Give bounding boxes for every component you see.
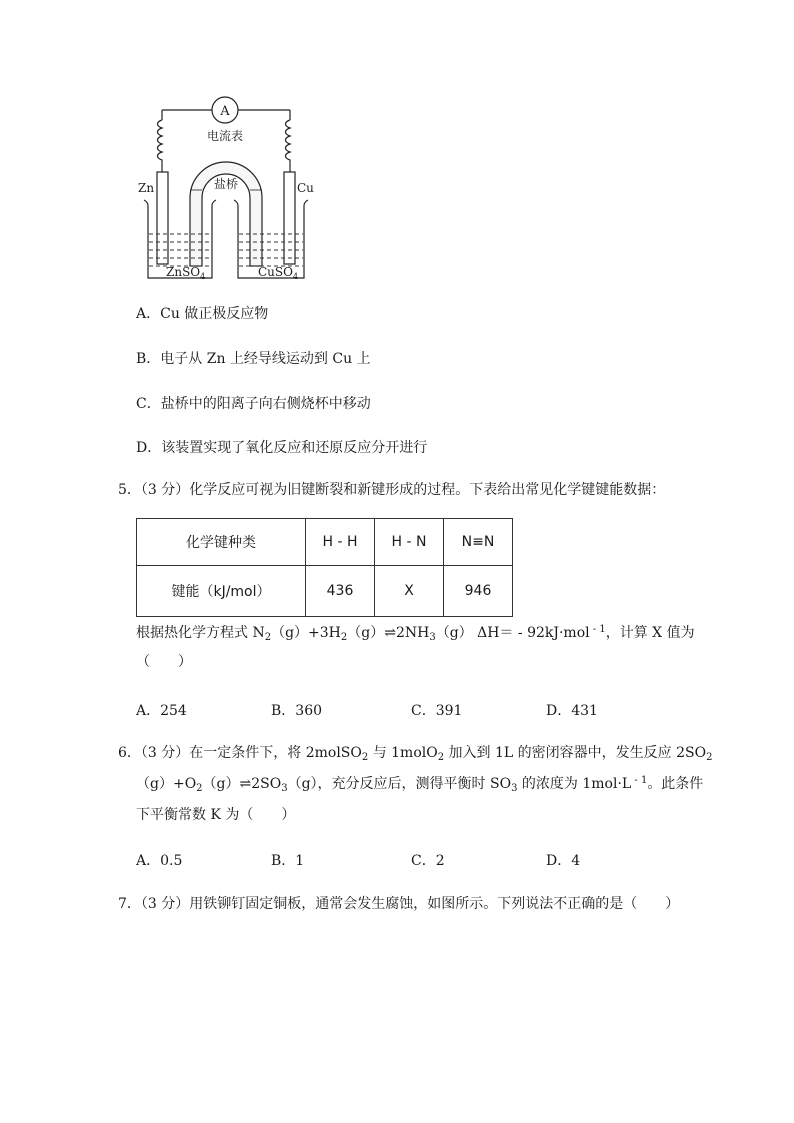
left-electrode-label: Zn: [138, 181, 155, 195]
q6-stem-line3: 下平衡常数 K 为（ ）: [136, 807, 296, 823]
q5-option-a: A．254: [136, 703, 187, 719]
q4-option-c: C．盐桥中的阳离子向右侧烧杯中移动: [136, 396, 371, 412]
table-header-row: [137, 519, 513, 566]
table-cell: 键能（kJ/mol）: [137, 566, 306, 617]
q6-option-a: A．0.5: [136, 853, 183, 869]
right-solution-label: CuSO$_4$: [258, 265, 299, 281]
table-header-cell: H - N: [375, 519, 444, 566]
salt-bridge-label: 盐桥: [213, 177, 239, 191]
left-coil: [158, 120, 163, 172]
q5-option-c: C．391: [411, 703, 463, 719]
q5-option-d: D．431: [546, 703, 598, 719]
q6-stem-line2: $(g)+O_2(g)\rightleftharpoons 2SO_3(g)$，充分反应后，测得平衡时 $SO_3$ 的浓度为 1mol·L $^{- 1}$。此条件: [136, 775, 704, 794]
table-header-cell: 化学键种类: [137, 519, 306, 566]
q6-option-b: B．1: [271, 853, 305, 869]
q6-option-d: D．4: [546, 853, 581, 869]
right-coil: [286, 120, 291, 172]
table-cell: 946: [444, 566, 513, 617]
left-solution-label: ZnSO$_4$: [166, 265, 206, 281]
table-cell: 436: [306, 566, 375, 617]
q5-answer-paren: （ ）: [136, 654, 192, 670]
table-cell: X: [375, 566, 444, 617]
q5-option-b: B．360: [271, 703, 323, 719]
q4-option-a: A．Cu 做正极反应物: [136, 306, 269, 322]
q6-option-c: C．2: [411, 853, 445, 869]
table-header-cell: H - H: [306, 519, 375, 566]
table-header-cell: N≡N: [444, 519, 513, 566]
q4-option-b: B．电子从 Zn 上经导线运动到 Cu 上: [136, 351, 371, 367]
ammeter-symbol: A: [220, 104, 230, 119]
q6-stem-line1: 6．（3 分）在一定条件下，将 2molSO$_2$ 与 1molO$_2$ 加入到 1L 的密闭容器中，发生反应 $2SO_2$: [118, 745, 713, 763]
right-electrode-label: Cu: [297, 181, 314, 195]
q5-stem: 5．（3 分）化学反应可视为旧键断裂和新键形成的过程。下表给出常见化学键键能数据：: [118, 482, 666, 498]
q4-option-d: D．该装置实现了氧化反应和还原反应分开进行: [136, 440, 428, 456]
bond-energy-table: [136, 518, 513, 617]
galvanic-cell-diagram: [130, 90, 330, 290]
ammeter-label: 电流表: [206, 129, 244, 143]
q7-stem: 7．（3 分）用铁铆钉固定铜板，通常会发生腐蚀，如图所示。下列说法不正确的是（ ）: [118, 896, 680, 912]
table-row: [137, 566, 513, 617]
q5-equation-line: 根据热化学方程式 $N_2(g)+3H_2(g)\rightleftharpoons 2NH_3(g)$ ΔH＝ - 92kJ·mol $^{- 1}$，计算 X 值为: [136, 624, 695, 643]
